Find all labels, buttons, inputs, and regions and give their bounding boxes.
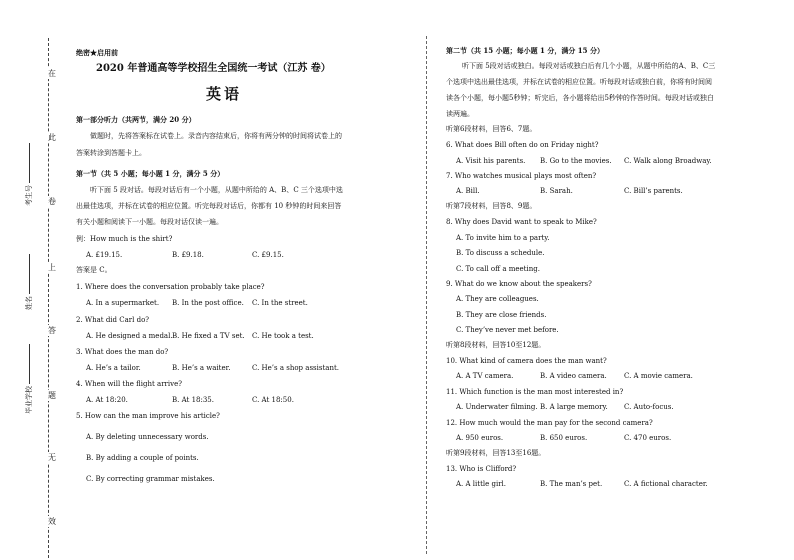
part1-intro-line: 答案转涂到答题卡上。 <box>76 149 146 157</box>
q4-option-b[interactable]: B. At 18:35. <box>172 396 214 404</box>
q12-option-b[interactable]: B. 650 euros. <box>540 434 588 442</box>
example-answer: 答案是 C。 <box>76 266 112 274</box>
section2-instruction: 个选项中选出最佳选项，并标在试卷的相应位置。听每段对话或独白前，你将有时间阅 <box>446 78 712 86</box>
q9-option-a[interactable]: A. They are colleagues. <box>456 295 539 303</box>
example-option-b: B. £9.18. <box>172 251 204 259</box>
q10-option-a[interactable]: A. A TV camera. <box>456 372 514 380</box>
seal-char: 卷 <box>48 197 56 206</box>
material-prompt: 听第9段材料，回答13至16题。 <box>446 449 546 457</box>
seal-char: 无 <box>48 453 56 462</box>
q11-option-a[interactable]: A. Underwater filming. <box>456 403 538 411</box>
question-12: 12. How much would the man pay for the second camera? <box>446 419 653 427</box>
question-4: 4. When will the flight arrive? <box>76 380 182 388</box>
q5-option-c[interactable]: C. By correcting grammar mistakes. <box>86 475 215 483</box>
q2-option-a[interactable]: A. He designed a medal. <box>86 332 173 340</box>
question-1: 1. Where does the conversation probably take place? <box>76 283 265 291</box>
part1-title: 第一部分听力（共两节，满分 20 分） <box>76 115 196 124</box>
section2-instruction: 听下面 5段对话或独白。每段对话或独白后有几个小题，从题中所给的A、B、C三 <box>462 62 716 70</box>
q7-option-a[interactable]: A. Bill. <box>456 187 480 195</box>
q7-option-c[interactable]: C. Bill’s parents. <box>624 187 683 195</box>
question-2: 2. What did Carl do? <box>76 316 150 324</box>
secret-label: 绝密★启用前 <box>76 48 118 57</box>
seal-line <box>48 38 49 558</box>
seal-char: 在 <box>48 69 56 78</box>
q10-option-c[interactable]: C. A movie camera. <box>624 372 693 380</box>
q6-option-b[interactable]: B. Go to the movies. <box>540 157 612 165</box>
q13-option-b[interactable]: B. The man’s pet. <box>540 480 603 488</box>
seal-char: 上 <box>48 263 56 272</box>
example-option-a: A. £19.15. <box>86 251 123 259</box>
section2-instruction: 读两遍。 <box>446 110 474 118</box>
page-divider <box>426 36 427 554</box>
q10-option-b[interactable]: B. A video camera. <box>540 372 607 380</box>
q8-option-b[interactable]: B. To discuss a schedule. <box>456 249 545 257</box>
q6-option-a[interactable]: A. Visit his parents. <box>456 157 526 165</box>
q13-option-a[interactable]: A. A little girl. <box>456 480 507 488</box>
material-prompt: 听第8段材料，回答10至12题。 <box>446 341 546 349</box>
q3-option-b[interactable]: B. He’s a waiter. <box>172 364 231 372</box>
q8-option-a[interactable]: A. To invite him to a party. <box>456 234 550 242</box>
q4-option-c[interactable]: C. At 18:50. <box>252 396 294 404</box>
q2-option-b[interactable]: B. He fixed a TV set. <box>172 332 245 340</box>
exam-title: 2020 年普通高等学校招生全国统一考试（江苏 卷） <box>96 63 331 74</box>
q1-option-a[interactable]: A. In a supermarket. <box>86 299 160 307</box>
seal-char: 效 <box>48 517 56 526</box>
school-label: 毕业学校 <box>25 386 33 414</box>
section1-instruction: 听下面 5 段对话。每段对话后有一个小题，从题中所给的 A、B、C 三个选项中选 <box>90 186 343 194</box>
q12-option-a[interactable]: A. 950 euros. <box>456 434 504 442</box>
material-prompt: 听第7段材料，回答8、9题。 <box>446 202 537 210</box>
exam-number-label: 考生号 <box>25 185 33 206</box>
school-field[interactable] <box>24 344 34 414</box>
section1-instruction: 有关小题和阅读下一小题。每段对话仅读一遍。 <box>76 218 223 226</box>
section1-instruction: 出最佳选项，并标在试卷的相应位置。听完每段对话后，你都有 10 秒钟的时间来回答 <box>76 202 342 210</box>
q8-option-c[interactable]: C. To call off a meeting. <box>456 265 540 273</box>
question-10: 10. What kind of camera does the man want? <box>446 357 607 365</box>
material-prompt: 听第6段材料，回答6、7题。 <box>446 125 537 133</box>
question-13: 13. Who is Clifford? <box>446 465 517 473</box>
question-9: 9. What do we know about the speakers? <box>446 280 592 288</box>
q2-option-c[interactable]: C. He took a test. <box>252 332 314 340</box>
question-6: 6. What does Bill often do on Friday night? <box>446 141 599 149</box>
q9-option-c[interactable]: C. They’ve never met before. <box>456 326 559 334</box>
q5-option-b[interactable]: B. By adding a couple of points. <box>86 454 199 462</box>
section2-instruction: 读各个小题，每小题5秒钟；听完后，各小题将给出5秒钟的作答时间。每段对话或独白 <box>446 94 714 102</box>
q9-option-b[interactable]: B. They are close friends. <box>456 311 547 319</box>
seal-char: 答 <box>48 326 56 335</box>
question-5: 5. How can the man improve his article? <box>76 412 220 420</box>
question-11: 11. Which function is the man most interested in? <box>446 388 624 396</box>
seal-char: 此 <box>48 133 56 142</box>
name-label: 姓名 <box>25 296 33 310</box>
q12-option-c[interactable]: C. 470 euros. <box>624 434 672 442</box>
q11-option-c[interactable]: C. Auto-focus. <box>624 403 674 411</box>
question-3: 3. What does the man do? <box>76 348 169 356</box>
example-question: 例：How much is the shirt? <box>76 235 173 243</box>
part1-intro-line: 做题时，先将答案标在试卷上。录音内容结束后，你将有两分钟的时间将试卷上的 <box>90 132 342 140</box>
q5-option-a[interactable]: A. By deleting unnecessary words. <box>86 433 209 441</box>
q4-option-a[interactable]: A. At 18:20. <box>86 396 128 404</box>
example-option-c: C. £9.15. <box>252 251 284 259</box>
q3-option-c[interactable]: C. He’s a shop assistant. <box>252 364 339 372</box>
q1-option-c[interactable]: C. In the street. <box>252 299 308 307</box>
question-7: 7. Who watches musical plays most often? <box>446 172 597 180</box>
name-field[interactable] <box>24 254 34 310</box>
binding-margin <box>0 0 70 560</box>
question-8: 8. Why does David want to speak to Mike? <box>446 218 597 226</box>
q1-option-b[interactable]: B. In the post office. <box>172 299 244 307</box>
q6-option-c[interactable]: C. Walk along Broadway. <box>624 157 712 165</box>
q3-option-a[interactable]: A. He’s a tailor. <box>86 364 141 372</box>
subject-title: 英语 <box>206 85 243 103</box>
q7-option-b[interactable]: B. Sarah. <box>540 187 573 195</box>
q11-option-b[interactable]: B. A large memory. <box>540 403 608 411</box>
section1-title: 第一节（共 5 小题；每小题 1 分，满分 5 分） <box>76 169 225 178</box>
seal-char: 题 <box>48 391 56 400</box>
q13-option-c[interactable]: C. A fictional character. <box>624 480 708 488</box>
section2-title: 第二节（共 15 小题；每小题 1 分，满分 15 分） <box>446 46 604 55</box>
exam-number-field[interactable] <box>24 143 34 206</box>
